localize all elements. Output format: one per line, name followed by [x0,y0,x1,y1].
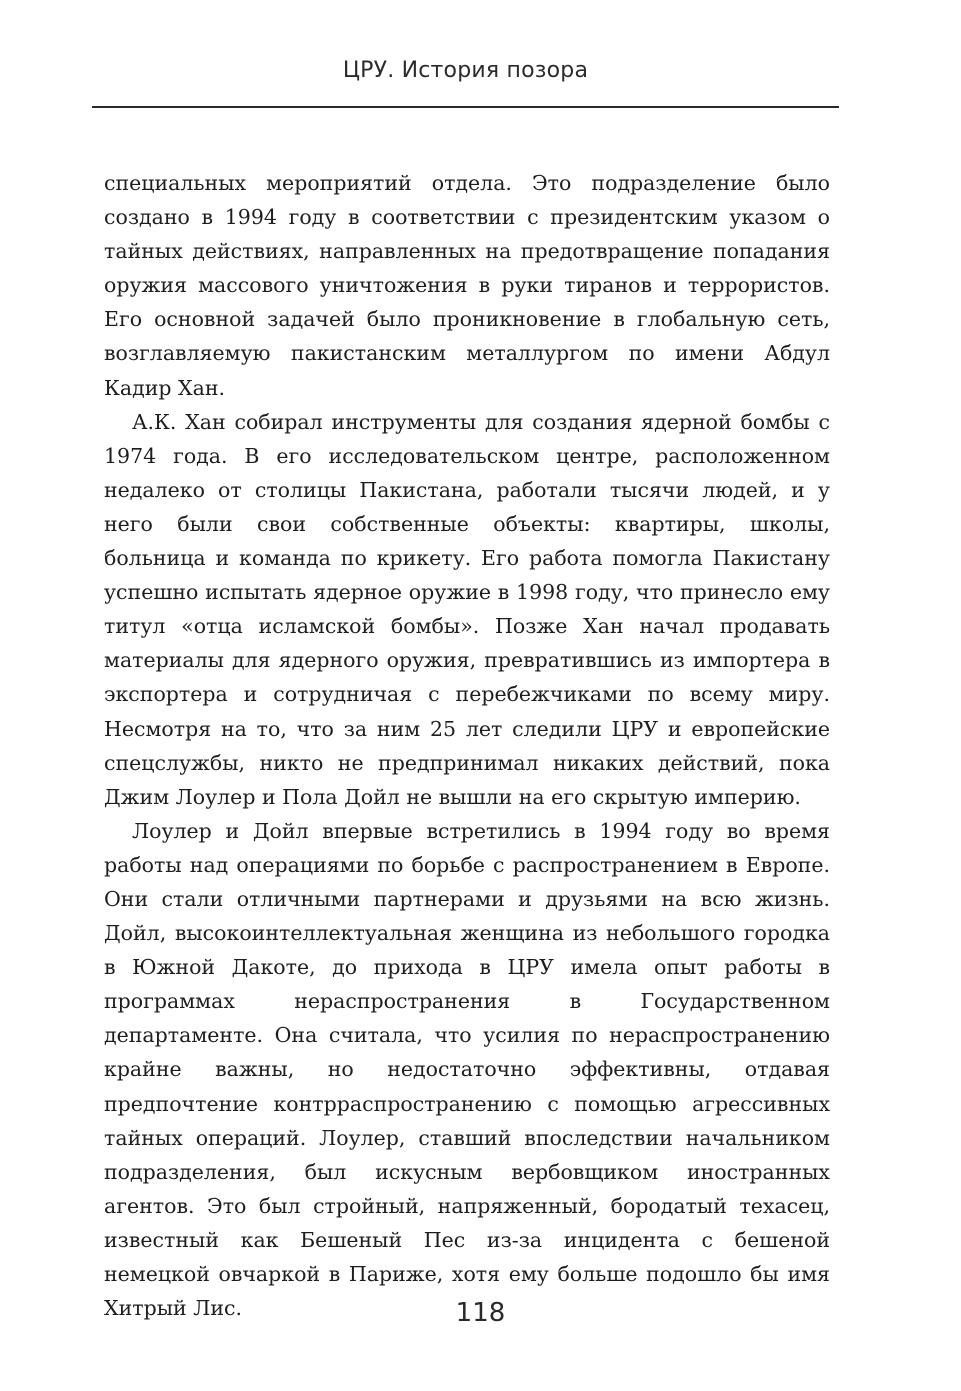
paragraph-continued: специальных мероприятий отдела. Это подразделение было создано в 1994 году в соответствии с президентским указом о тайных действиях, направленных на предотвращение попадания оружия массового уничтожения в руки тиранов и террористов. Его основной задачей было проникновение в глобальную сеть, возглавляемую пакистанским металлургом по имени Абдул Кадир Хан. [104,171,830,400]
body-text [104,166,830,1325]
paragraph: Лоулер и Дойл впервые встретились в 1994 году во время работы над операциями по борьбе с распространением в Европе. Они стали отличными партнерами и друзьями на всю жизнь. Дойл, высокоинтеллектуальная женщина из небольшого городка в Южной Дакоте, до прихода в ЦРУ имела опыт работы в программах нераспространения в Государственном департаменте. Она считала, что усилия по нераспространению крайне важны, но недостаточно эффективны, отдавая предпочтение контрраспространению с помощью агрессивных тайных операций. Лоулер, ставший впоследствии начальником подразделения, был искусным вербовщиком иностранных агентов. Это был стройный, напряженный, бородатый техасец, известный как Бешеный Пес из-за инцидента с бешеной немецкой овчаркой в Париже, хотя ему больше подошло бы имя Хитрый Лис. [104,818,830,1321]
paragraph: А.К. Хан собирал инструменты для создания ядерной бомбы с 1974 года. В его исследовательском центре, расположенном недалеко от столицы Пакистана, работали тысячи людей, и у него были свои собственные объекты: квартиры, школы, больница и команда по крикету. Его работа помогла Пакистану успешно испытать ядерное оружие в 1998 году, что принесло ему титул «отца исламской бомбы». Позже Хан начал продавать материалы для ядерного оружия, превратившись из импортера в экспортера и сотрудничая с перебежчиками по всему миру. Несмотря на то, что за ним 25 лет следили ЦРУ и европейские спецслужбы, никто не предпринимал никаких действий, пока Джим Лоулер и Пола Дойл не вышли на его скрытую империю. [104,409,830,809]
page-number: 118 [455,1298,506,1328]
running-head-title: ЦРУ. История позора [342,58,589,83]
header-rule [92,106,839,108]
